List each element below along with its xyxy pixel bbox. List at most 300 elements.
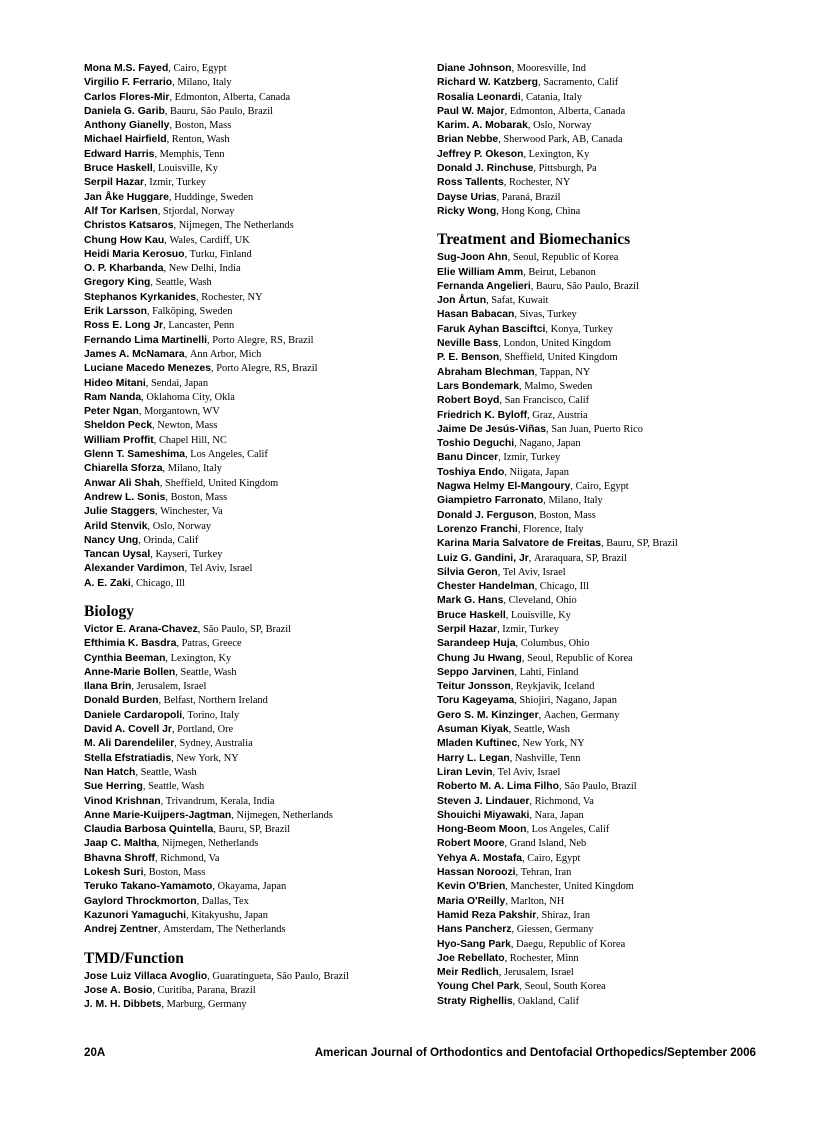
reviewer-name: Giampietro Farronato: [437, 495, 544, 507]
reviewer-entry: Jaap C. Maltha, Nijmegen, Netherlands: [84, 838, 259, 850]
reviewer-entry: Hassan Noroozi, Tehran, Iran: [437, 867, 572, 879]
reviewer-name: Hasan Babacan: [437, 309, 515, 321]
reviewer-location: Oakland, Calif: [517, 995, 580, 1007]
reviewer-name: Fernando Lima Martinelli: [84, 334, 207, 346]
reviewer-location: Nijmegen, Netherlands: [161, 838, 259, 850]
reviewer-location: Milano, Italy: [177, 77, 232, 89]
reviewer-entry: Seppo Jarvinen, Lahti, Finland: [437, 666, 579, 678]
reviewer-name: Efthimia K. Basdra: [84, 638, 177, 650]
reviewer-location: Reykjavik, Iceland: [515, 681, 595, 693]
reviewer-location: Portland, Ore: [177, 724, 234, 736]
reviewer-location: Tel Aviv, Israel: [497, 766, 561, 778]
reviewer-entry: Teitur Jonsson, Reykjavik, Iceland: [437, 681, 595, 693]
reviewer-name: Jon Årtun: [437, 295, 487, 307]
reviewer-name: Toru Kageyama: [437, 695, 515, 707]
reviewer-location: Araraquara, SP, Brazil: [534, 552, 627, 564]
reviewer-entry: Cynthia Beeman, Lexington, Ky: [84, 652, 232, 664]
reviewer-location: Daegu, Republic of Korea: [516, 938, 626, 950]
reviewer-name: M. Ali Darendeliler: [84, 738, 175, 750]
reviewer-location: Columbus, Ohio: [520, 638, 590, 650]
reviewer-entry: Chiarella Sforza, Milano, Italy: [84, 463, 223, 475]
reviewer-name: Joe Rebellato: [437, 952, 505, 964]
reviewer-location: Seoul, Republic of Korea: [527, 652, 633, 664]
reviewer-entry: Jon Årtun, Safat, Kuwait: [437, 295, 549, 307]
reviewer-entry: Diane Johnson, Mooresville, Ind: [437, 63, 586, 74]
reviewer-location: Oslo, Norway: [533, 120, 592, 132]
reviewer-entry: Brian Nebbe, Sherwood Park, AB, Canada: [437, 134, 623, 146]
reviewer-name: David A. Covell Jr: [84, 724, 172, 736]
reviewer-name: Victor E. Arana-Chavez: [84, 623, 198, 635]
reviewer-entry: Peter Ngan, Morgantown, WV: [84, 406, 220, 418]
reviewer-entry: Anne Marie-Kuijpers-Jagtman, Nijmegen, Netherlands: [84, 809, 333, 821]
reviewer-name: Harry L. Legan: [437, 752, 510, 764]
reviewer-entry: Daniele Cardaropoli, Torino, Italy: [84, 709, 240, 721]
reviewer-location: New York, NY: [522, 738, 585, 750]
reviewer-entry: Ross E. Long Jr, Lancaster, Penn: [84, 320, 235, 332]
reviewer-name: Chiarella Sforza: [84, 463, 163, 475]
reviewer-location: Nashville, Tenn: [514, 752, 581, 764]
reviewer-entry: Bruce Haskell, Louisville, Ky: [437, 609, 571, 621]
reviewer-location: Oklahoma City, Okla: [146, 391, 235, 403]
reviewer-name: Hyo-Sang Park: [437, 938, 511, 950]
reviewer-location: Lancaster, Penn: [168, 320, 235, 332]
reviewer-name: Hamid Reza Pakshir: [437, 909, 537, 921]
reviewer-entry: Jaime De Jesús-Viñas, San Juan, Puerto Rico: [437, 423, 643, 435]
reviewer-name: Jose A. Bosio: [84, 984, 153, 996]
reviewer-location: Porto Alegre, RS, Brazil: [216, 363, 318, 375]
reviewer-location: Turku, Finland: [189, 248, 252, 260]
reviewer-entry: Karina Maria Salvatore de Freitas, Bauru, SP, Brazil: [437, 538, 678, 550]
reviewer-location: Sheffield, United Kingdom: [165, 477, 279, 489]
reviewer-entry: Jeffrey P. Okeson, Lexington, Ky: [437, 148, 590, 160]
reviewer-name: Peter Ngan: [84, 406, 139, 418]
reviewer-location: Tel Aviv, Israel: [502, 566, 566, 578]
reviewer-name: Friedrich K. Byloff: [437, 409, 528, 421]
reviewer-location: Bauru, São Paulo, Brazil: [535, 280, 639, 292]
reviewer-name: Banu Dincer: [437, 452, 499, 464]
reviewer-name: Anne-Marie Bollen: [84, 666, 176, 678]
reviewer-name: Roberto M. A. Lima Filho: [437, 781, 559, 793]
reviewer-entry: Robert Moore, Grand Island, Neb: [437, 838, 587, 850]
reviewer-location: Guaratingueta, São Paulo, Brazil: [212, 970, 349, 982]
reviewer-name: Meir Redlich: [437, 967, 499, 979]
reviewer-location: Shiojiri, Nagano, Japan: [519, 695, 617, 707]
reviewer-entry: Bruce Haskell, Louisville, Ky: [84, 163, 218, 175]
reviewer-entry: Luiz G. Gandini, Jr, Araraquara, SP, Brazil: [437, 552, 627, 564]
reviewer-entry: Hideo Mitani, Sendai, Japan: [84, 377, 209, 389]
reviewer-entry: Mark G. Hans, Cleveland, Ohio: [437, 595, 577, 607]
reviewer-location: Louisville, Ky: [157, 163, 218, 175]
reviewer-entry: Sheldon Peck, Newton, Mass: [84, 420, 218, 432]
reviewer-name: Abraham Blechman: [437, 366, 535, 378]
reviewer-entry: Julie Staggers, Winchester, Va: [84, 506, 223, 518]
reviewer-name: Jaap C. Maltha: [84, 838, 157, 850]
reviewer-entry: Arild Stenvik, Oslo, Norway: [84, 520, 212, 532]
reviewer-location: Ann Arbor, Mich: [189, 348, 262, 360]
reviewer-location: Tehran, Iran: [520, 867, 572, 879]
reviewer-location: Giessen, Germany: [516, 924, 594, 936]
reviewer-name: Yehya A. Mostafa: [437, 852, 523, 864]
reviewer-name: Bruce Haskell: [84, 163, 153, 175]
reviewer-name: Neville Bass: [437, 338, 499, 350]
reviewer-entry: Yehya A. Mostafa, Cairo, Egypt: [437, 852, 581, 864]
reviewer-entry: Robert Boyd, San Francisco, Calif: [437, 395, 590, 407]
reviewer-entry: Nan Hatch, Seattle, Wash: [84, 766, 197, 778]
reviewer-location: Kitakyushu, Japan: [191, 909, 268, 921]
right-column: [437, 62, 767, 1009]
reviewer-location: Sheffield, United Kingdom: [504, 352, 618, 364]
reviewer-location: San Francisco, Calif: [504, 395, 590, 407]
reviewer-name: Richard W. Katzberg: [437, 77, 539, 89]
reviewer-location: Izmir, Turkey: [149, 177, 206, 189]
reviewer-location: Konya, Turkey: [550, 323, 613, 335]
reviewer-entry: Lokesh Suri, Boston, Mass: [84, 867, 206, 879]
reviewer-entry: Karim. A. Mobarak, Oslo, Norway: [437, 120, 592, 132]
section-heading-treatment-biomechanics: Treatment and Biomechanics: [437, 231, 631, 249]
reviewer-name: Christos Katsaros: [84, 220, 174, 232]
reviewer-entry: Sug-Joon Ahn, Seoul, Republic of Korea: [437, 252, 619, 264]
reviewer-location: Seattle, Wash: [148, 781, 205, 793]
section-heading-tmd-function: TMD/Function: [84, 949, 184, 967]
reviewer-location: Florence, Italy: [523, 523, 584, 535]
reviewer-name: Kazunori Yamaguchi: [84, 909, 187, 921]
reviewer-entry: Neville Bass, London, United Kingdom: [437, 338, 612, 350]
reviewer-entry: J. M. H. Dibbets, Marburg, Germany: [84, 999, 247, 1011]
reviewer-entry: Andrew L. Sonis, Boston, Mass: [84, 491, 228, 503]
reviewer-location: Richmond, Va: [534, 795, 594, 807]
reviewer-entry: Paul W. Major, Edmonton, Alberta, Canada: [437, 105, 626, 117]
reviewer-name: Ross Tallents: [437, 177, 504, 189]
reviewer-location: Wales, Cardiff, UK: [169, 234, 250, 246]
reviewer-name: Sheldon Peck: [84, 420, 153, 432]
reviewer-location: Milano, Italy: [548, 495, 603, 507]
reviewer-name: William Proffit: [84, 434, 154, 446]
reviewer-name: Andrew L. Sonis: [84, 491, 166, 503]
reviewer-name: Paul W. Major: [437, 105, 505, 117]
reviewer-name: Maria O'Reilly: [437, 895, 506, 907]
reviewer-name: Mark G. Hans: [437, 595, 504, 607]
page-number: 20A: [84, 1046, 106, 1059]
reviewer-location: Cairo, Egypt: [575, 481, 629, 493]
reviewer-location: Newton, Mass: [157, 420, 218, 432]
reviewer-entry: Claudia Barbosa Quintella, Bauru, SP, Brazil: [84, 824, 291, 836]
reviewer-location: Morgantown, WV: [144, 406, 220, 418]
reviewer-location: Nijmegen, Netherlands: [236, 809, 333, 821]
reviewer-name: Robert Moore: [437, 838, 505, 850]
reviewer-name: Tancan Uysal: [84, 549, 151, 561]
reviewer-entry: Lars Bondemark, Malmo, Sweden: [437, 380, 593, 392]
reviewer-name: Gaylord Throckmorton: [84, 895, 197, 907]
reviewer-entry: Anthony Gianelly, Boston, Mass: [84, 120, 232, 132]
reviewer-location: Seoul, Republic of Korea: [512, 252, 619, 264]
reviewer-name: Elie William Amm: [437, 266, 524, 278]
reviewer-location: Edmonton, Alberta, Canada: [174, 91, 291, 103]
reviewer-location: Seattle, Wash: [513, 724, 570, 736]
reviewer-entry: Serpil Hazar, Izmir, Turkey: [437, 623, 559, 635]
reviewer-entry: Christos Katsaros, Nijmegen, The Netherlands: [84, 220, 294, 232]
reviewer-name: Mladen Kuftinec: [437, 738, 518, 750]
reviewer-entry: Erik Larsson, Falköping, Sweden: [84, 306, 233, 318]
reviewer-location: Izmir, Turkey: [503, 452, 561, 464]
reviewer-entry: Joe Rebellato, Rochester, Minn: [437, 952, 579, 964]
reviewer-entry: Hyo-Sang Park, Daegu, Republic of Korea: [437, 938, 626, 950]
left-column: [84, 62, 414, 1012]
reviewer-location: Izmir, Turkey: [502, 623, 559, 635]
reviewer-name: Lars Bondemark: [437, 380, 519, 392]
reviewer-name: Anne Marie-Kuijpers-Jagtman: [84, 809, 232, 821]
reviewer-location: Nara, Japan: [534, 809, 584, 821]
reviewer-entry: Jan Åke Huggare, Huddinge, Sweden: [84, 191, 254, 203]
reviewer-location: Lahti, Finland: [519, 666, 579, 678]
reviewer-name: Dayse Urias: [437, 191, 497, 203]
reviewer-name: Erik Larsson: [84, 306, 147, 318]
reviewer-entry: Roberto M. A. Lima Filho, São Paulo, Brazil: [437, 781, 637, 793]
reviewer-entry: Mona M.S. Fayed, Cairo, Egypt: [84, 63, 227, 74]
reviewer-location: Seattle, Wash: [155, 277, 212, 289]
reviewer-entry: Toru Kageyama, Shiojiri, Nagano, Japan: [437, 695, 617, 707]
reviewer-name: Daniele Cardaropoli: [84, 709, 183, 721]
reviewer-entry: Ram Nanda, Oklahoma City, Okla: [84, 391, 235, 403]
reviewer-entry: Toshio Deguchi, Nagano, Japan: [437, 438, 581, 450]
reviewer-location: Marburg, Germany: [166, 999, 247, 1011]
reviewer-location: Kayseri, Turkey: [155, 549, 223, 561]
reviewer-location: Mooresville, Ind: [516, 63, 586, 74]
reviewer-name: Nancy Ung: [84, 534, 139, 546]
reviewer-entry: Serpil Hazar, Izmir, Turkey: [84, 177, 206, 189]
reviewer-name: Toshiya Endo: [437, 466, 505, 478]
reviewer-name: Andrej Zentner: [84, 924, 158, 936]
reviewer-name: Stella Efstratiadis: [84, 752, 172, 764]
reviewer-location: Chicago, Ill: [539, 581, 589, 593]
journal-citation: American Journal of Orthodontics and Dentofacial Orthopedics/September 2006: [314, 1046, 756, 1059]
reviewer-name: Anthony Gianelly: [84, 120, 170, 132]
reviewer-name: Michael Hairfield: [84, 134, 167, 146]
reviewer-entry: Silvia Geron, Tel Aviv, Israel: [437, 566, 566, 578]
reviewer-location: Sacramento, Calif: [543, 77, 619, 89]
reviewer-entry: Kevin O'Brien, Manchester, United Kingdom: [437, 881, 634, 893]
reviewer-entry: Victor E. Arana-Chavez, São Paulo, SP, Brazil: [84, 623, 292, 635]
reviewer-name: P. E. Benson: [437, 352, 500, 364]
reviewer-entry: Rosalia Leonardi, Catania, Italy: [437, 91, 582, 103]
reviewer-name: Shouichi Miyawaki: [437, 809, 530, 821]
reviewer-location: Renton, Wash: [171, 134, 230, 146]
reviewer-name: Edward Harris: [84, 148, 155, 160]
reviewer-name: O. P. Kharbanda: [84, 263, 164, 275]
reviewer-location: Seattle, Wash: [180, 666, 237, 678]
reviewer-location: Huddinge, Sweden: [174, 191, 254, 203]
page-footer: [84, 1046, 756, 1062]
reviewer-entry: Hong-Beom Moon, Los Angeles, Calif: [437, 824, 610, 836]
reviewer-name: Jose Luiz Villaca Avoglio: [84, 970, 208, 982]
reviewer-name: Sug-Joon Ahn: [437, 252, 508, 264]
reviewer-entry: Kazunori Yamaguchi, Kitakyushu, Japan: [84, 909, 268, 921]
reviewer-entry: Sue Herring, Seattle, Wash: [84, 781, 205, 793]
reviewer-entry: Liran Levin, Tel Aviv, Israel: [437, 766, 561, 778]
reviewer-entry: Donald J. Rinchuse, Pittsburgh, Pa: [437, 163, 597, 175]
reviewer-name: Arild Stenvik: [84, 520, 148, 532]
reviewer-name: Heidi Maria Kerosuo: [84, 248, 185, 260]
reviewer-name: Alf Tor Karlsen: [84, 205, 158, 217]
reviewer-location: Malmo, Sweden: [524, 380, 593, 392]
reviewer-name: Chung How Kau: [84, 234, 165, 246]
reviewer-name: Carlos Flores-Mir: [84, 91, 170, 103]
reviewer-name: Rosalia Leonardi: [437, 91, 521, 103]
reviewer-entry: Hasan Babacan, Sivas, Turkey: [437, 309, 577, 321]
reviewer-location: Richmond, Va: [160, 852, 220, 864]
reviewer-entry: Ricky Wong, Hong Kong, China: [437, 205, 581, 217]
reviewer-location: Milano, Italy: [167, 463, 223, 475]
reviewer-entry: Ilana Brin, Jerusalem, Israel: [84, 681, 207, 693]
reviewer-location: Seattle, Wash: [140, 766, 197, 778]
reviewer-location: Shiraz, Iran: [541, 909, 591, 921]
reviewer-entry: O. P. Kharbanda, New Delhi, India: [84, 263, 241, 275]
reviewer-name: Hassan Noroozi: [437, 867, 516, 879]
reviewer-location: São Paulo, Brazil: [564, 781, 637, 793]
reviewer-location: Torino, Italy: [187, 709, 240, 721]
reviewer-entry: Jose Luiz Villaca Avoglio, Guaratingueta, São Paulo, Brazil: [84, 970, 349, 982]
reviewer-location: Catania, Italy: [525, 91, 582, 103]
reviewer-name: Steven J. Lindauer: [437, 795, 530, 807]
reviewer-entry: Hans Pancherz, Giessen, Germany: [437, 924, 594, 936]
reviewer-location: Seoul, South Korea: [524, 981, 606, 993]
reviewer-name: Jaime De Jesús-Viñas: [437, 423, 546, 435]
reviewer-name: Teruko Takano-Yamamoto: [84, 881, 213, 893]
reviewer-location: Manchester, United Kingdom: [510, 881, 634, 893]
reviewer-name: Teitur Jonsson: [437, 681, 511, 693]
reviewer-entry: Stella Efstratiadis, New York, NY: [84, 752, 239, 764]
reviewer-name: Ilana Brin: [84, 681, 132, 693]
reviewer-name: Serpil Hazar: [437, 623, 498, 635]
reviewer-location: Trivandrum, Kerala, India: [165, 795, 275, 807]
reviewer-entry: Donald Burden, Belfast, Northern Ireland: [84, 695, 268, 707]
reviewer-name: Sarandeep Huja: [437, 638, 516, 650]
reviewer-entry: A. E. Zaki, Chicago, Ill: [84, 577, 186, 589]
reviewer-location: New York, NY: [176, 752, 239, 764]
reviewer-entry: Gero S. M. Kinzinger, Aachen, Germany: [437, 709, 620, 721]
reviewer-name: Stephanos Kyrkanides: [84, 291, 197, 303]
reviewer-name: Karina Maria Salvatore de Freitas: [437, 538, 602, 550]
reviewer-entry: Lorenzo Franchi, Florence, Italy: [437, 523, 584, 535]
reviewer-entry: Hamid Reza Pakshir, Shiraz, Iran: [437, 909, 591, 921]
reviewer-name: Julie Staggers: [84, 506, 156, 518]
reviewer-entry: Straty Righellis, Oakland, Calif: [437, 995, 580, 1007]
reviewer-entry: Sarandeep Huja, Columbus, Ohio: [437, 638, 590, 650]
reviewer-entry: Shouichi Miyawaki, Nara, Japan: [437, 809, 584, 821]
reviewer-name: Jan Åke Huggare: [84, 191, 169, 203]
reviewer-name: Lokesh Suri: [84, 867, 144, 879]
reviewer-location: Edmonton, Alberta, Canada: [509, 105, 626, 117]
reviewer-name: Bhavna Shroff: [84, 852, 156, 864]
reviewer-location: Dallas, Tex: [201, 895, 249, 907]
reviewer-entry: Elie William Amm, Beirut, Lebanon: [437, 266, 596, 278]
reviewer-entry: M. Ali Darendeliler, Sydney, Australia: [84, 738, 253, 750]
reviewer-location: Oslo, Norway: [152, 520, 212, 532]
reviewer-location: Sherwood Park, AB, Canada: [503, 134, 623, 146]
reviewer-location: Cairo, Egypt: [527, 852, 581, 864]
section-heading-biology: Biology: [84, 602, 134, 620]
reviewer-location: Safat, Kuwait: [491, 295, 549, 307]
reviewer-location: Bauru, SP, Brazil: [218, 824, 291, 836]
reviewer-location: Graz, Austria: [532, 409, 588, 421]
reviewer-name: Faruk Ayhan Basciftci: [437, 323, 546, 335]
reviewer-entry: P. E. Benson, Sheffield, United Kingdom: [437, 352, 618, 364]
reviewer-entry: Heidi Maria Kerosuo, Turku, Finland: [84, 248, 252, 260]
reviewer-name: Ricky Wong: [437, 205, 497, 217]
reviewer-name: Luciane Macedo Menezes: [84, 363, 212, 375]
reviewer-location: Stjordal, Norway: [162, 205, 235, 217]
reviewer-name: Anwar Ali Shah: [84, 477, 160, 489]
reviewer-entry: Virgilio F. Ferrario, Milano, Italy: [84, 77, 232, 89]
reviewer-name: Donald J. Rinchuse: [437, 163, 534, 175]
reviewer-location: Pittsburgh, Pa: [538, 163, 597, 175]
reviewer-name: Vinod Krishnan: [84, 795, 161, 807]
reviewer-location: Aachen, Germany: [543, 709, 620, 721]
reviewer-name: Luiz G. Gandini, Jr: [437, 552, 529, 564]
reviewer-location: Belfast, Northern Ireland: [163, 695, 268, 707]
reviewer-name: Nagwa Helmy El-Mangoury: [437, 481, 571, 493]
reviewer-entry: Stephanos Kyrkanides, Rochester, NY: [84, 291, 263, 303]
reviewer-entry: Banu Dincer, Izmir, Turkey: [437, 452, 561, 464]
reviewer-entry: Alexander Vardimon, Tel Aviv, Israel: [84, 563, 253, 575]
reviewer-entry: Bhavna Shroff, Richmond, Va: [84, 852, 220, 864]
reviewer-entry: Efthimia K. Basdra, Patras, Greece: [84, 638, 242, 650]
reviewer-location: Boston, Mass: [148, 867, 206, 879]
reviewer-entry: Fernando Lima Martinelli, Porto Alegre, RS, Brazil: [84, 334, 314, 346]
reviewer-entry: Jose A. Bosio, Curitiba, Parana, Brazil: [84, 984, 256, 996]
reviewer-entry: Dayse Urias, Paraná, Brazil: [437, 191, 561, 203]
reviewer-entry: Fernanda Angelieri, Bauru, São Paulo, Brazil: [437, 280, 639, 292]
reviewer-location: Lexington, Ky: [170, 652, 232, 664]
reviewer-entry: Mladen Kuftinec, New York, NY: [437, 738, 585, 750]
reviewer-name: Ross E. Long Jr: [84, 320, 164, 332]
reviewer-location: Los Angeles, Calif: [190, 449, 268, 461]
reviewer-name: Nan Hatch: [84, 766, 136, 778]
reviewer-name: Jeffrey P. Okeson: [437, 148, 524, 160]
reviewer-location: Rochester, NY: [201, 291, 263, 303]
reviewer-entry: Meir Redlich, Jerusalem, Israel: [437, 967, 574, 979]
reviewer-name: Diane Johnson: [437, 63, 512, 74]
reviewer-location: Boston, Mass: [539, 509, 596, 521]
reviewer-entry: Toshiya Endo, Niigata, Japan: [437, 466, 569, 478]
reviewer-entry: Gregory King, Seattle, Wash: [84, 277, 212, 289]
reviewer-location: Sydney, Australia: [179, 738, 253, 750]
reviewer-entry: William Proffit, Chapel Hill, NC: [84, 434, 227, 446]
reviewer-location: New Delhi, India: [168, 263, 241, 275]
reviewer-location: Nagano, Japan: [519, 438, 581, 450]
reviewer-entry: Daniela G. Garib, Bauru, São Paulo, Brazil: [84, 105, 274, 117]
reviewer-name: Virgilio F. Ferrario: [84, 77, 173, 89]
reviewer-location: Sivas, Turkey: [519, 309, 577, 321]
reviewer-name: Fernanda Angelieri: [437, 280, 531, 292]
reviewer-list-treatment-biomechanics: [437, 251, 767, 1009]
reviewer-entry: Friedrich K. Byloff, Graz, Austria: [437, 409, 588, 421]
reviewer-name: Alexander Vardimon: [84, 563, 185, 575]
reviewer-name: A. E. Zaki: [84, 577, 131, 589]
reviewer-entry: Anne-Marie Bollen, Seattle, Wash: [84, 666, 237, 678]
reviewer-name: Liran Levin: [437, 766, 493, 778]
reviewer-location: Patras, Greece: [181, 638, 242, 650]
reviewer-location: Sendai, Japan: [150, 377, 209, 389]
reviewer-location: Bauru, SP, Brazil: [606, 538, 678, 550]
reviewer-name: Donald Burden: [84, 695, 159, 707]
reviewer-location: Lexington, Ky: [528, 148, 590, 160]
reviewer-name: Hans Pancherz: [437, 924, 512, 936]
reviewer-entry: Richard W. Katzberg, Sacramento, Calif: [437, 77, 619, 89]
reviewer-location: Nijmegen, The Netherlands: [178, 220, 294, 232]
reviewer-location: Bauru, São Paulo, Brazil: [170, 105, 274, 117]
reviewer-entry: Tancan Uysal, Kayseri, Turkey: [84, 549, 223, 561]
reviewer-name: Gero S. M. Kinzinger: [437, 709, 539, 721]
